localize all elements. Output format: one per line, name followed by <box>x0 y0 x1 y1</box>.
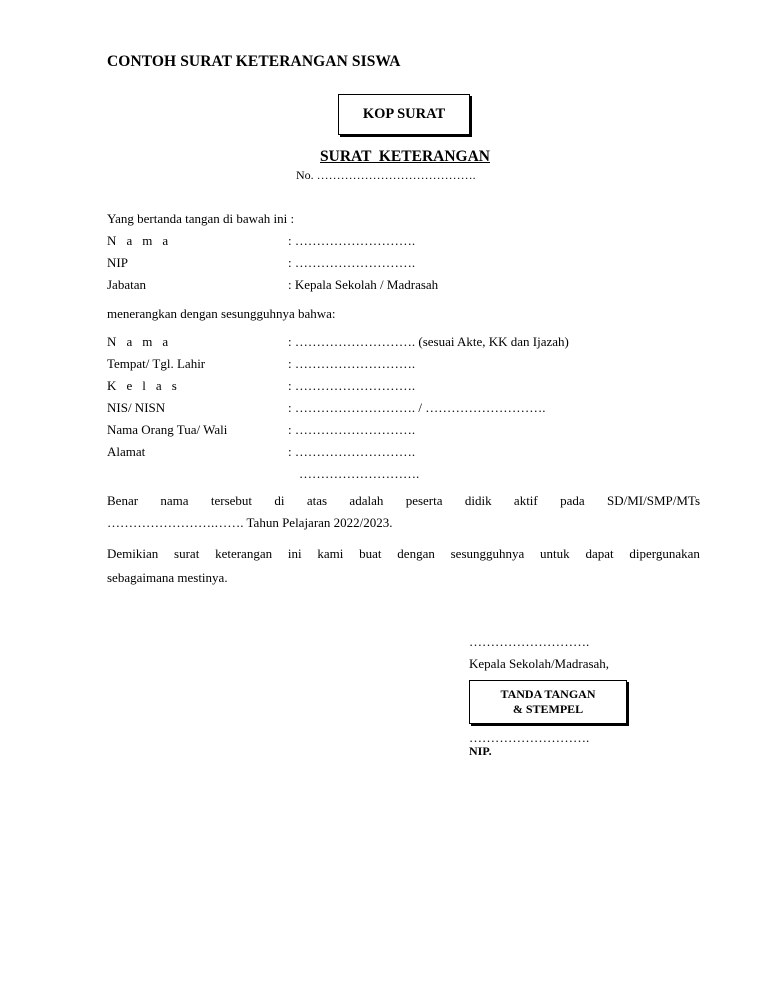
intro-text: Yang bertanda tangan di bawah ini : <box>107 211 295 226</box>
word: buat <box>359 546 382 561</box>
word: ini <box>287 546 302 561</box>
word: atas <box>306 493 328 508</box>
word: Demikian <box>107 546 159 561</box>
signature-name-dots: ………………………. <box>469 730 590 745</box>
stamp-line-1: TANDA TANGAN <box>500 687 596 701</box>
word: kami <box>317 546 344 561</box>
paragraph-2-line-2: sebagaimana mestinya. <box>107 570 228 585</box>
word: Benar <box>107 493 139 508</box>
signature-place-date: ………………………. <box>469 634 590 649</box>
signer-name-label: N a m a <box>107 233 172 248</box>
word: didik <box>464 493 492 508</box>
student-parent-value: : ………………………. <box>288 422 416 437</box>
student-class-value: : ………………………. <box>288 378 416 393</box>
student-name-value: : ………………………. (sesuai Akte, KK dan Ijazah) <box>288 334 569 349</box>
student-name-label: N a m a <box>107 334 172 349</box>
word: untuk <box>540 546 570 561</box>
word: SD/MI/SMP/MTs <box>606 493 700 508</box>
paragraph-2-line-1 <box>107 546 700 562</box>
word: di <box>274 493 285 508</box>
document-title: CONTOH SURAT KETERANGAN SISWA <box>107 53 401 70</box>
signer-nip-label: NIP <box>107 255 128 270</box>
word: pada <box>560 493 585 508</box>
word: keterangan <box>215 546 273 561</box>
word: aktif <box>513 493 538 508</box>
signature-nip: NIP. <box>469 744 492 758</box>
student-birth-value: : ………………………. <box>288 356 416 371</box>
word: dapat <box>585 546 614 561</box>
word: peserta <box>405 493 443 508</box>
word: tersebut <box>210 493 253 508</box>
student-address-value: : ………………………. <box>288 444 416 459</box>
student-address-label: Alamat <box>107 444 146 459</box>
word: nama <box>160 493 189 508</box>
stamp-line-2: & STEMPEL <box>512 702 584 716</box>
statement-text: menerangkan dengan sesungguhnya bahwa: <box>107 306 336 321</box>
student-birth-label: Tempat/ Tgl. Lahir <box>107 356 206 371</box>
letterhead-label: KOP SURAT <box>362 106 446 122</box>
student-class-label: K e l a s <box>107 378 181 393</box>
signature-role: Kepala Sekolah/Madrasah, <box>469 656 610 671</box>
paragraph-1-line-1 <box>107 493 700 509</box>
student-address-value-2: ………………………. <box>299 466 420 481</box>
word: surat <box>174 546 200 561</box>
signer-name-value: : ………………………. <box>288 233 416 248</box>
paragraph-1-line-2: …………………….……. Tahun Pelajaran 2022/2023. <box>107 515 393 530</box>
signer-position-label: Jabatan <box>107 277 146 292</box>
letter-number: No. …………………………………. <box>296 168 476 182</box>
signer-position-value: : Kepala Sekolah / Madrasah <box>288 277 439 292</box>
student-nis-value: : ………………………. / ………………………. <box>288 400 546 415</box>
student-parent-label: Nama Orang Tua/ Wali <box>107 422 228 437</box>
letter-title: SURAT KETERANGAN <box>320 148 490 165</box>
signer-nip-value: : ………………………. <box>288 255 416 270</box>
student-nis-label: NIS/ NISN <box>107 400 166 415</box>
word: adalah <box>349 493 384 508</box>
word: sesungguhnya <box>450 546 525 561</box>
signature-stamp-box <box>469 680 627 724</box>
word: dipergunakan <box>629 546 700 561</box>
letterhead-box <box>338 94 470 135</box>
word: dengan <box>397 546 435 561</box>
